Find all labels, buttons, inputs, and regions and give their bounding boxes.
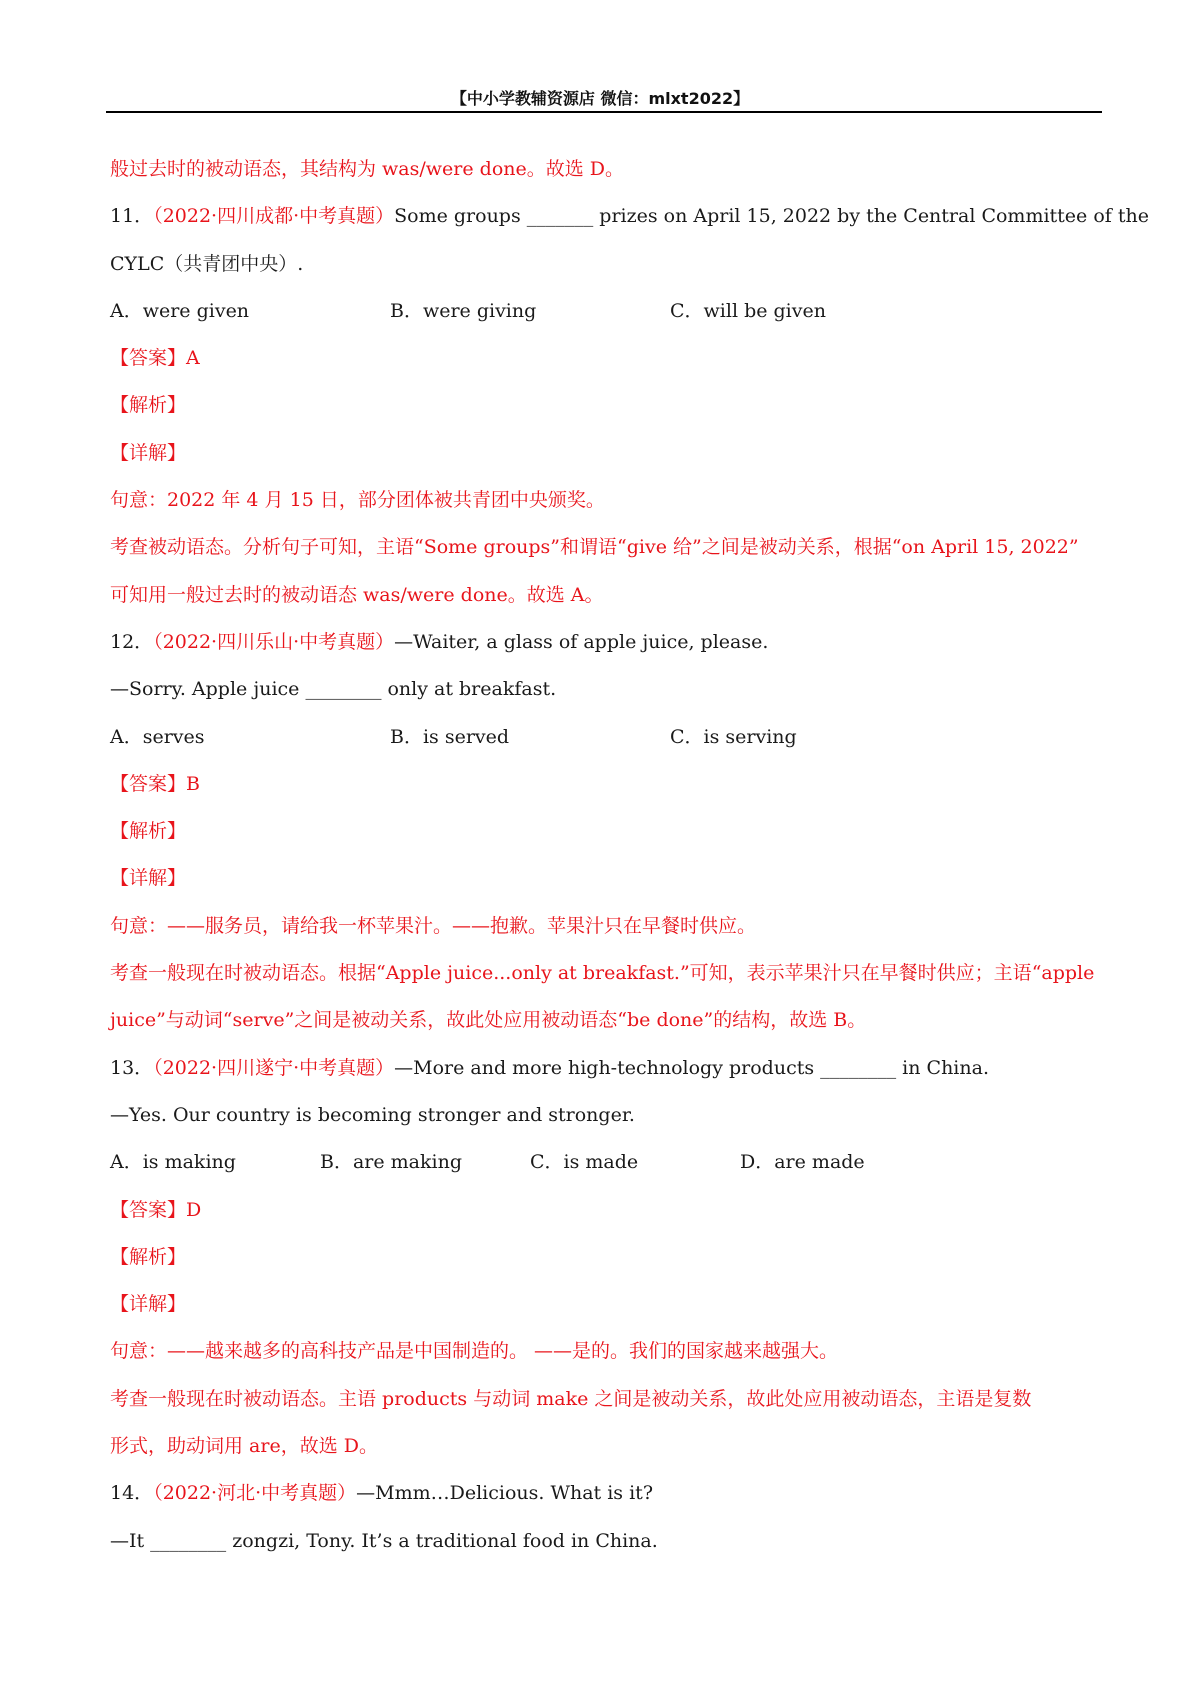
option-b: B．is served — [390, 725, 510, 748]
explanation-line: 考查一般现在时被动语态。主语 products 与动词 make 之间是被动关系，故此处应用被动语态，主语是复数 — [110, 1387, 1032, 1410]
question-text-cont: —Yes. Our country is becoming stronger and stronger. — [110, 1103, 635, 1126]
option-d: D．are made — [740, 1151, 865, 1174]
option-b: B．are making — [320, 1151, 462, 1174]
analysis-label: 【解析】 — [110, 394, 187, 417]
analysis-label: 【解析】 — [110, 820, 187, 843]
option-c: C．is made — [530, 1151, 639, 1174]
question-text-cont: —Sorry. Apple juice ________ only at breakfast. — [110, 678, 557, 701]
explanation-line: 考查被动语态。分析句子可知，主语“Some groups”和谓语“give 给”之间是被动关系，根据“on April 15, 2022” — [110, 536, 1079, 559]
option-a: A．serves — [110, 725, 205, 748]
question-number: 14． — [110, 1482, 154, 1505]
question-source: （2022·四川成都·中考真题） — [153, 205, 395, 228]
question-source: （2022·四川遂宁·中考真题） — [153, 1056, 395, 1079]
header-rule — [106, 111, 1102, 113]
answer-label: 【答案】D — [110, 1198, 202, 1221]
explanation-line: juice”与动词“serve”之间是被动关系，故此处应用被动语态“be done”的结构，故选 B。 — [110, 1009, 867, 1032]
question-14 — [110, 1470, 1100, 1517]
option-c: C．is serving — [670, 725, 797, 748]
analysis-label: 【解析】 — [110, 1245, 187, 1268]
options-row — [110, 1139, 1100, 1186]
options-row — [110, 288, 1100, 335]
option-a: A．were given — [110, 299, 250, 322]
answer-label: 【答案】B — [110, 772, 200, 795]
question-source: （2022·河北·中考真题） — [153, 1482, 357, 1505]
option-a: A．is making — [110, 1151, 236, 1174]
question-11 — [110, 193, 1149, 240]
question-12 — [110, 619, 1100, 666]
question-text: —Mmm…Delicious. What is it? — [356, 1482, 653, 1505]
explanation-line: 可知用一般过去时的被动语态 was/were done。故选 A。 — [110, 583, 604, 606]
question-13 — [110, 1045, 1100, 1092]
page-header: 【中小学教辅资源店 微信：mlxt2022】 — [450, 89, 750, 108]
explanation-line: 句意：——越来越多的高科技产品是中国制造的。 ——是的。我们的国家越来越强大。 — [110, 1340, 839, 1363]
document-body — [110, 146, 1149, 1565]
question-text-cont: —It ________ zongzi, Tony. It’s a traditional food in China. — [110, 1529, 658, 1552]
options-row — [110, 714, 1100, 761]
question-text: —Waiter, a glass of apple juice, please. — [394, 630, 769, 653]
question-number: 11． — [110, 205, 154, 228]
question-text-cont: CYLC（共青团中央）. — [110, 252, 304, 275]
option-c: C．will be given — [670, 299, 826, 322]
question-number: 12． — [110, 630, 154, 653]
option-b: B．were giving — [390, 299, 537, 322]
question-source: （2022·四川乐山·中考真题） — [153, 630, 395, 653]
explanation-line: 句意：2022 年 4 月 15 日，部分团体被共青团中央颁奖。 — [110, 489, 605, 512]
detail-label: 【详解】 — [110, 441, 187, 464]
explanation-line: 般过去时的被动语态，其结构为 was/were done。故选 D。 — [110, 158, 625, 180]
detail-label: 【详解】 — [110, 1293, 187, 1316]
explanation-line: 形式，助动词用 are，故选 D。 — [110, 1435, 378, 1458]
answer-label: 【答案】A — [110, 347, 200, 370]
explanation-line: 句意：——服务员，请给我一杯苹果汁。——抱歉。苹果汁只在早餐时供应。 — [110, 914, 757, 937]
explanation-line: 考查一般现在时被动语态。根据“Apple juice...only at breakfast.”可知，表示苹果汁只在早餐时供应；主语“apple — [110, 962, 1095, 985]
question-text: Some groups _______ prizes on April 15, 2022 by the Central Committee of the — [394, 205, 1149, 228]
question-text: —More and more high-technology products ________ in China. — [394, 1056, 989, 1079]
detail-label: 【详解】 — [110, 867, 187, 890]
question-number: 13． — [110, 1056, 154, 1079]
